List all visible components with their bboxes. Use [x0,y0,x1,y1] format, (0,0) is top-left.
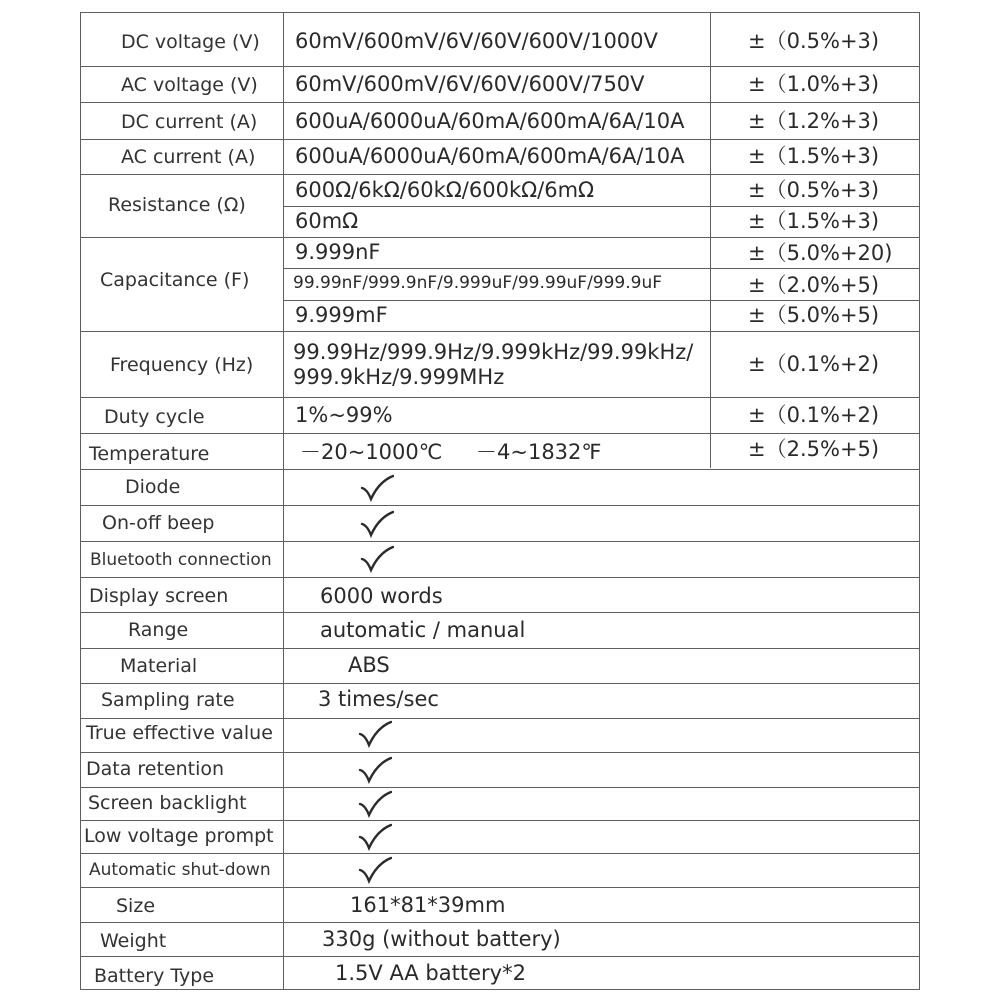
table-right-border [919,12,920,990]
accuracy-ac-voltage: ±（1.0%+3) [748,72,880,96]
accuracy-duty-cycle: ±（0.1%+2) [748,403,880,427]
accuracy-dc-voltage: ±（0.5%+3) [748,29,880,53]
row-line [80,820,920,821]
row-line [80,853,920,854]
accuracy-capacitance-2: ±（2.0%+5) [748,273,880,297]
range-capacitance-3: 9.999mF [295,303,388,327]
accuracy-ac-current: ±（1.5%+3) [748,144,880,168]
subrow-line [283,268,920,269]
accuracy-resistance-2: ±（1.5%+3) [748,209,880,233]
row-line [80,752,920,753]
row-line [80,648,920,649]
column-divider-label [283,12,284,990]
label-range: Range [128,619,189,641]
row-line [80,541,920,542]
row-line [80,174,920,175]
accuracy-capacitance-1: ±（5.0%+20) [748,241,893,265]
label-true-effective-value: True effective value [86,722,273,744]
row-line [80,139,920,140]
label-frequency: Frequency (Hz) [110,354,254,376]
accuracy-dc-current: ±（1.2%+3) [748,109,880,133]
range-resistance-2: 60mΩ [295,209,359,233]
range-frequency-line1: 99.99Hz/999.9Hz/9.999kHz/99.99kHz/ [293,340,694,364]
label-data-retention: Data retention [86,758,225,780]
label-battery-type: Battery Type [94,965,215,987]
checkmark-icon [358,823,392,851]
label-display-screen: Display screen [89,585,229,607]
value-size: 161*81*39mm [350,893,506,917]
label-dc-current: DC current (A) [121,111,258,133]
checkmark-icon [360,545,394,573]
checkmark-icon [358,856,392,884]
subrow-line [283,300,920,301]
label-diode: Diode [125,476,181,498]
label-temperature: Temperature [89,443,210,465]
range-temperature-c: －20~1000℃ [300,440,443,464]
label-duty-cycle: Duty cycle [104,406,205,428]
row-line [80,397,920,398]
value-sampling-rate: 3 times/sec [318,687,439,711]
value-weight: 330g (without battery) [322,927,561,951]
row-line [80,469,283,470]
value-range: automatic / manual [320,618,526,642]
label-automatic-shut-down: Automatic shut-down [89,860,271,880]
subrow-line [283,206,920,207]
value-display-screen: 6000 words [320,584,443,608]
column-divider-accuracy [710,12,711,468]
range-ac-voltage: 60mV/600mV/6V/60V/600V/750V [295,72,645,96]
label-capacitance: Capacitance (F) [100,269,250,291]
range-dc-voltage: 60mV/600mV/6V/60V/600V/1000V [295,29,658,53]
checkmark-icon [360,474,394,502]
label-ac-current: AC current (A) [121,146,256,168]
row-line [80,331,920,332]
accuracy-resistance-1: ±（0.5%+3) [748,178,880,202]
label-dc-voltage: DC voltage (V) [121,31,260,53]
row-line [80,577,920,578]
checkmark-icon [358,720,392,748]
row-line [80,887,920,888]
label-size: Size [116,895,156,917]
range-capacitance-1: 9.999nF [295,240,381,264]
row-line [80,718,920,719]
range-frequency-line2: 999.9kHz/9.999MHz [293,365,505,389]
label-ac-voltage: AC voltage (V) [121,74,258,96]
checkmark-icon [360,510,394,538]
row-line [80,12,920,13]
range-ac-current: 600uA/6000uA/60mA/600mA/6A/10A [295,144,685,168]
accuracy-capacitance-3: ±（5.0%+5) [748,303,880,327]
label-low-voltage-prompt: Low voltage prompt [84,825,274,847]
row-line [80,505,920,506]
row-line [80,102,920,103]
range-capacitance-2: 99.99nF/999.9nF/9.999uF/99.99uF/999.9uF [293,273,663,293]
range-duty-cycle: 1%~99% [295,403,393,427]
row-line [80,433,920,434]
row-line [80,922,920,923]
checkmark-icon [358,756,392,784]
range-temperature-f: －4~1832℉ [476,440,602,464]
accuracy-temperature: ±（2.5%+5) [748,437,880,461]
table-left-border [80,12,81,990]
label-bluetooth-connection: Bluetooth connection [90,550,272,570]
accuracy-frequency: ±（0.1%+2) [748,352,880,376]
row-line [80,66,920,67]
row-line [283,469,920,470]
label-sampling-rate: Sampling rate [101,689,235,711]
label-resistance: Resistance (Ω) [108,194,246,216]
row-line [80,683,920,684]
row-line [80,956,920,957]
row-line [80,612,920,613]
checkmark-icon [358,790,392,818]
value-material: ABS [348,653,390,677]
row-line [80,237,920,238]
row-line [80,787,920,788]
value-battery-type: 1.5V AA battery*2 [335,961,526,985]
label-weight: Weight [100,930,167,952]
range-resistance-1: 600Ω/6kΩ/60kΩ/600kΩ/6mΩ [295,178,595,202]
label-on-off-beep: On-off beep [102,512,215,534]
label-material: Material [120,655,198,677]
row-line [80,989,920,990]
label-screen-backlight: Screen backlight [88,792,247,814]
range-dc-current: 600uA/6000uA/60mA/600mA/6A/10A [295,109,685,133]
